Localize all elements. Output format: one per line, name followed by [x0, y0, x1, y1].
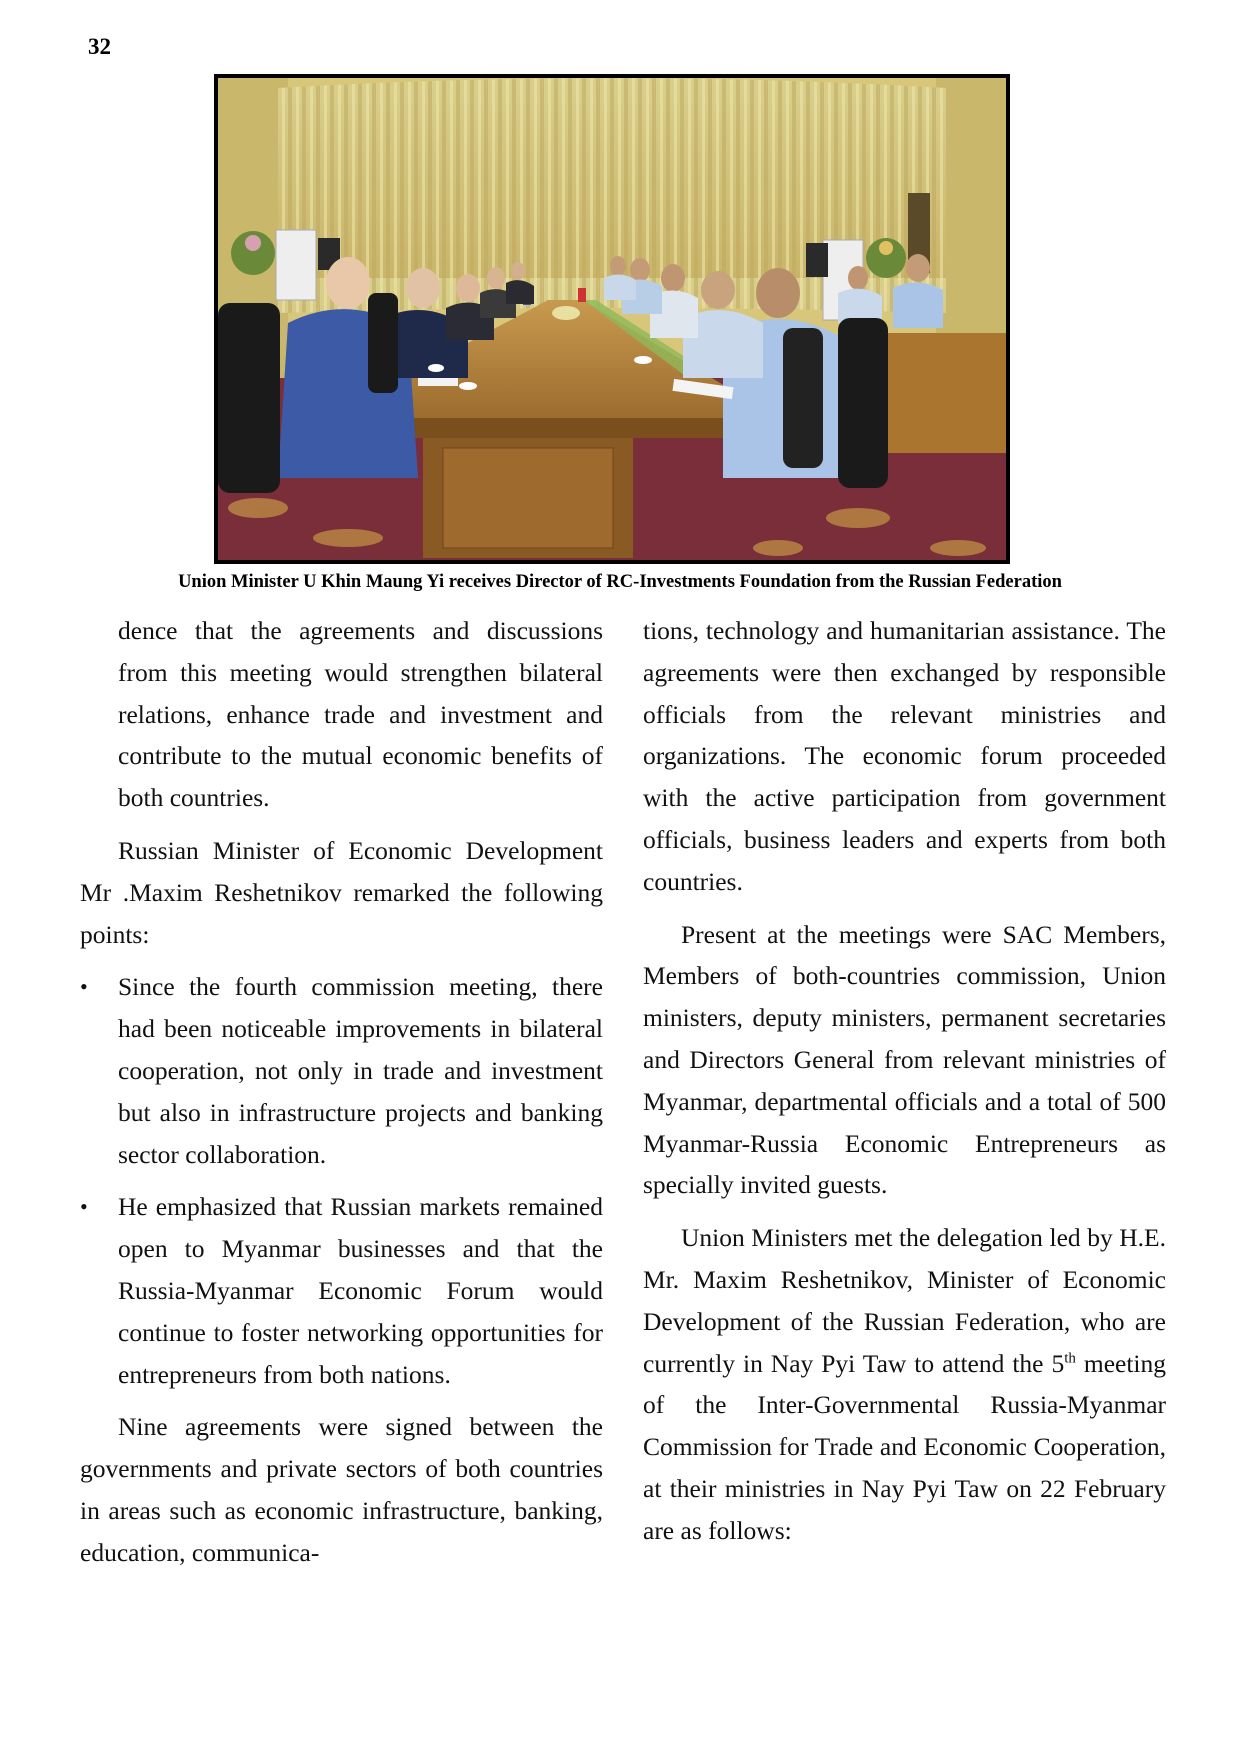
paragraph: Nine agreements were signed between the governments and private sectors of both countries in areas such as economic infrastructure, banking, education, communica-	[80, 1412, 603, 1567]
bullet-list	[80, 966, 603, 1395]
page-number: 32	[88, 34, 111, 59]
meeting-photo	[214, 74, 1010, 564]
right-column	[643, 610, 1166, 1563]
paragraph: Russian Minister of Economic Development Mr .Maxim Reshetnikov remarked the following points:	[80, 835, 603, 949]
paragraph: Present at the meetings were SAC Members, Members of both-countries commission, Union ministers, deputy ministers, permanent secretaries and Directors General from relevant ministries of Myanmar, departmental officials and a total of 500 Myanmar-Russia Economic Entrepreneurs as specially invited guests.	[643, 919, 1166, 1200]
photo-caption: Union Minister U Khin Maung Yi receives Director of RC-Investments Foundation from the Russian Federation	[178, 572, 1062, 592]
meeting-room-photo-icon	[218, 78, 1006, 560]
paragraph	[643, 1217, 1166, 1551]
paragraph-text: meeting of the Inter-Governmental Russia-Myanmar Commission for Trade and Economic Cooperation, at their ministries in Nay Pyi Taw on 22 February are as follows:	[643, 1348, 1166, 1545]
bullet-icon: •	[80, 1194, 88, 1220]
paragraph-text: Union Ministers met the delegation led by H.E. Mr. Maxim Reshetnikov, Minister of Economic Development of the Russian Federation, who are currently in Nay Pyi Taw to attend the 5	[643, 1223, 1166, 1378]
list-item-text: Since the fourth commission meeting, there had been noticeable improvements in bilateral cooperation, not only in trade and investment but also in infrastructure projects and banking sector collaboration.	[118, 972, 603, 1169]
paragraph: dence that the agreements and discussions from this meeting would strengthen bilateral relations, enhance trade and investment and contribute to the mutual economic benefits of both countries.	[118, 616, 603, 813]
list-item-text: He emphasized that Russian markets remained open to Myanmar businesses and that the Russia-Myanmar Economic Forum would continue to foster networking opportunities for entrepreneurs from both nations.	[118, 1192, 603, 1389]
left-column	[80, 610, 603, 1585]
bullet-icon: •	[80, 974, 88, 1000]
list-item	[80, 1186, 603, 1395]
paragraph: tions, technology and humanitarian assistance. The agreements were then exchanged by responsible officials from the relevant ministries and organizations. The economic forum proceeded with the active participation from government officials, business leaders and experts from both countries.	[643, 616, 1166, 896]
ordinal-suffix: th	[1064, 1350, 1076, 1367]
list-item	[80, 966, 603, 1175]
